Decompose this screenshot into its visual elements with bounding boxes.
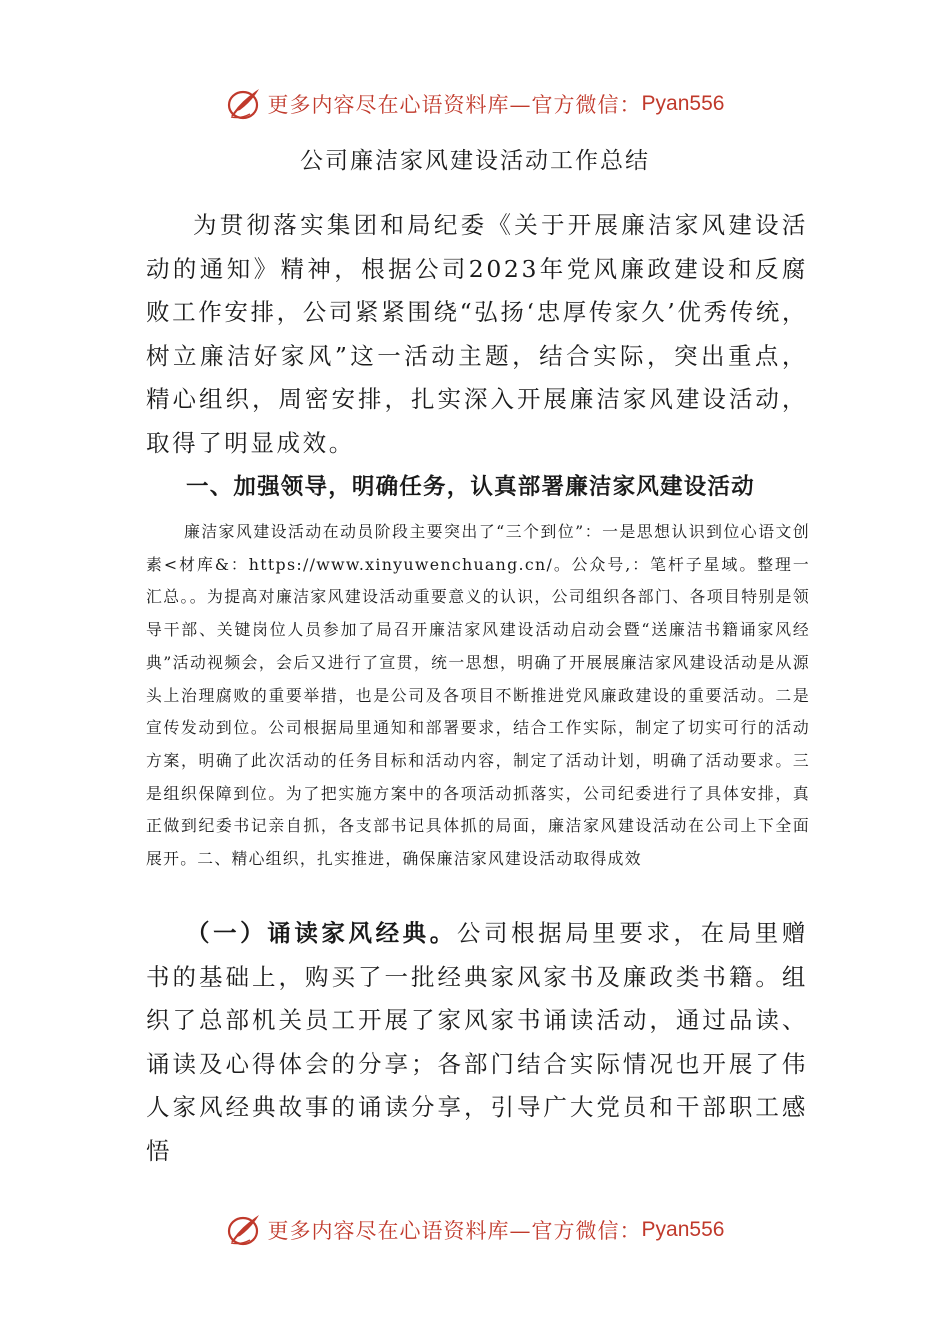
document-title: 公司廉洁家风建设活动工作总结 xyxy=(300,148,650,174)
subsection-1-paragraph xyxy=(146,912,808,1173)
banner-text: 更多内容尽在心语资料库—官方微信： xyxy=(267,93,642,117)
header-banner xyxy=(0,84,950,124)
banner-text: 更多内容尽在心语资料库—官方微信： xyxy=(267,1219,642,1243)
banner-wechat-id: Pyan556 xyxy=(641,92,725,115)
section-heading-1: 一、加强领导，明确任务，认真部署廉洁家风建设活动 xyxy=(186,474,755,500)
quill-logo-icon xyxy=(226,1212,264,1248)
intro-paragraph: 为贯彻落实集团和局纪委《关于开展廉洁家风建设活动的通知》精神，根据公司2023年党风廉政建设和反腐败工作安排，公司紧紧围绕“弘扬‘忠厚传家久’优秀传统，树立廉洁好家风”这一活动主题，结合实际，突出重点，精心组织，周密安排，扎实深入开展廉洁家风建设活动，取得了明显成效。 xyxy=(146,211,808,457)
subsection-1-title: （一）诵读家风经典。 xyxy=(186,919,457,947)
quill-logo-icon xyxy=(226,86,264,122)
footer-banner xyxy=(0,1210,950,1250)
subsection-1-body: 公司根据局里要求，在局里赠书的基础上，购买了一批经典家风家书及廉政类书籍。组织了总部机关员工开展了家风家书诵读活动，通过品读、诵读及心得体会的分享；各部门结合实际情况也开展了伟人家风经典故事的诵读分享，引导广大党员和干部职工感悟 xyxy=(146,919,808,1165)
section1-paragraph: 廉洁家风建设活动在动员阶段主要突出了“三个到位”：一是思想认识到位心语文创素<材库&：https://www.xinyuwenchuang.cn/。公众号,：笔杆子星域。整理一汇总。。为提高对廉洁家风建设活动重要意义的认识，公司组织各部门、各项目特别是领导干部、关键岗位人员参加了局召开廉洁家风建设活动启动会暨“送廉洁书籍诵家风经典”活动视频会，会后又进行了宣贯，统一思想，明确了开展展廉洁家风建设活动是从源头上治理腐败的重要举措，也是公司及各项目不断推进党风廉政建设的重要活动。二是宣传发动到位。公司根据局里通知和部署要求，结合工作实际，制定了切实可行的活动方案，明确了此次活动的任务目标和活动内容，制定了活动计划，明确了活动要求。三是组织保障到位。为了把实施方案中的各项活动抓落实，公司纪委进行了具体安排，真正做到纪委书记亲自抓，各支部书记具体抓的局面，廉洁家风建设活动在公司上下全面展开。二、精心组织，扎实推进，确保廉洁家风建设活动取得成效 xyxy=(146,522,810,869)
banner-wechat-id: Pyan556 xyxy=(641,1218,725,1241)
